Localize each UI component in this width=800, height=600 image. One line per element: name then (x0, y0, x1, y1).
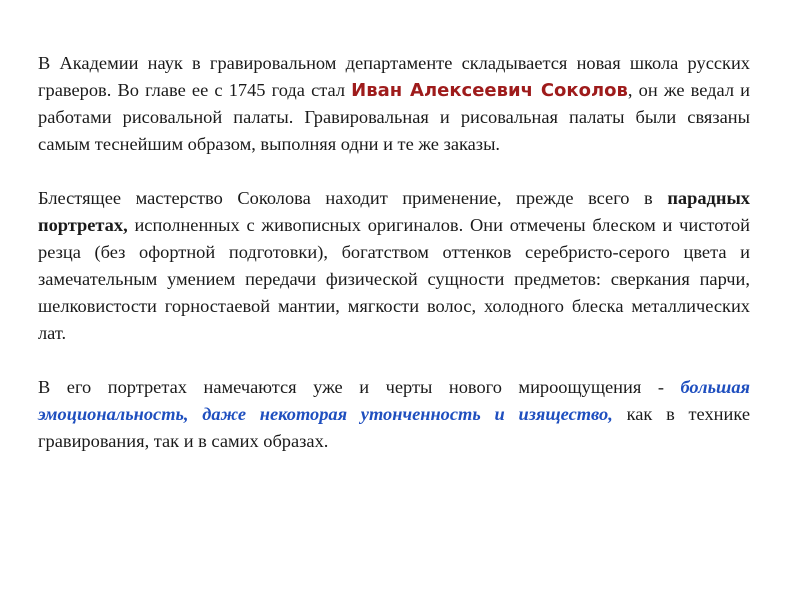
emotionality-emphasis: большая эмоциональность, даже некоторая утонченность и изящество, (38, 377, 750, 424)
paragraph-text: В Академии наук в гравировальном департаменте складывается новая школа русских граверов. Во главе ее с 1745 года стал (38, 53, 750, 100)
engraver-name-highlight: Иван Алексеевич Соколов (351, 80, 628, 101)
slide-text-body (38, 50, 750, 455)
paragraph-text: исполненных с живописных оригиналов. Они отмечены блеском и чистотой резца (без офортной подготовки), богатством оттенков серебристо-серого цвета и замечательным умением передачи физической сущности предметов: сверкания парчи, шелковистости горностаевой мантии, мягкости волос, холодного блеска металлических лат. (38, 215, 750, 343)
paragraph-text: В его портретах намечаются уже и черты нового мироощущения - (38, 377, 681, 397)
paragraph-text: , он же ведал и работами рисовальной палаты. Гравировальная и рисовальная палаты были связаны самым теснейшим образом, выполняя одни и те же заказы. (38, 80, 750, 154)
paragraph-worldview (38, 374, 750, 455)
paragraph-mastery (38, 185, 750, 347)
portraits-bold-phrase: парадных портретах, (38, 188, 750, 235)
paragraph-text: Блестящее мастерство Соколова находит применение, прежде всего в (38, 188, 668, 208)
paragraph-text: как в технике гравирования, так и в самих образах. (38, 404, 750, 451)
paragraph-academy (38, 50, 750, 158)
